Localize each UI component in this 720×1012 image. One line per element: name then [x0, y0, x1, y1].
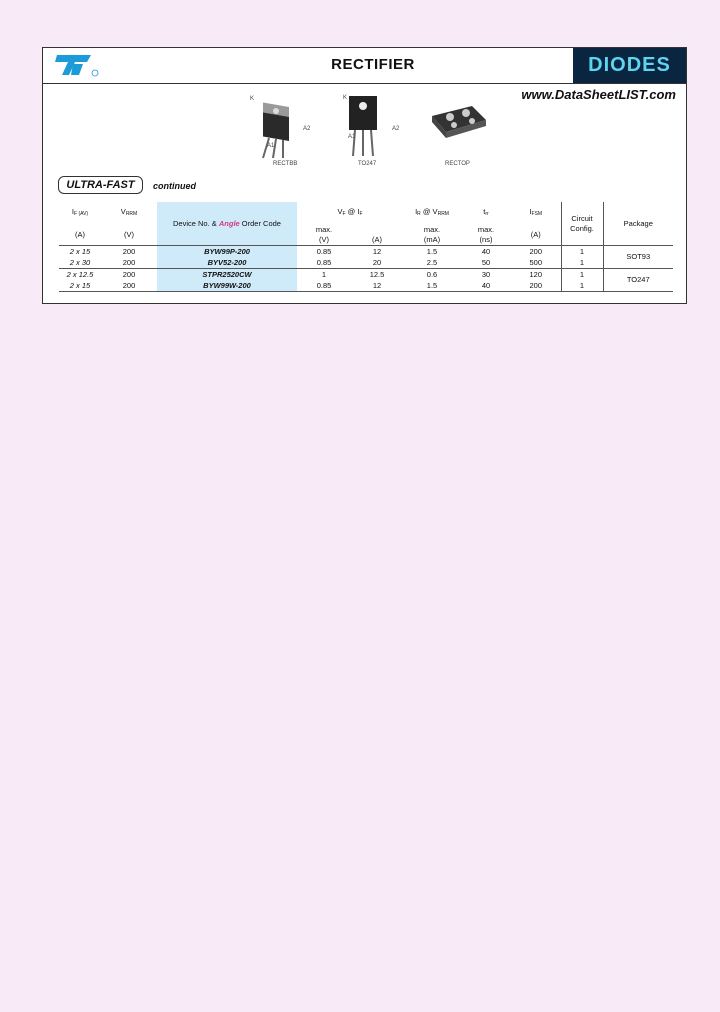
header-bar — [43, 48, 686, 84]
specs-table — [59, 202, 673, 292]
continued-note: continued — [153, 181, 196, 191]
cell-vrrm: 200 — [122, 257, 136, 267]
unit-if-test: (A) — [372, 234, 382, 244]
cell-device[interactable]: STPR2520CW — [157, 269, 297, 281]
st-logo-icon — [53, 52, 101, 78]
cell-package: TO247 — [603, 269, 673, 292]
cell-vf: 0.85 — [316, 257, 332, 267]
cell-ir: 2.5 — [426, 257, 438, 267]
header-trr: $t_{rr}$ — [483, 207, 489, 217]
source-url[interactable]: www.DataSheetLIST.com — [521, 87, 676, 102]
cell-device[interactable]: BYV52-200 — [157, 257, 297, 269]
header-vrrm: $V_{RRM}$ — [120, 207, 138, 217]
cell-trr: 40 — [481, 280, 491, 290]
cell-ir: 0.6 — [426, 269, 438, 279]
cell-vrrm: 200 — [122, 280, 136, 290]
cell-circuit: 1 — [561, 257, 603, 269]
datasheet-panel — [42, 47, 687, 304]
pin-label-a2: A2 — [392, 126, 400, 132]
pin-label-a1: A1 — [267, 143, 275, 149]
cell-ir: 1.5 — [426, 280, 438, 290]
unit-if: (A) — [75, 229, 85, 239]
header-if: $I_{F (AV)}$ — [71, 207, 89, 217]
pin-label-a2: A2 — [303, 126, 311, 132]
cell-ifsm: 200 — [529, 246, 543, 256]
cell-package: SOT93 — [603, 246, 673, 269]
category-badge: DIODES — [573, 48, 686, 83]
cell-device[interactable]: BYW99W-200 — [157, 280, 297, 292]
cell-if: 2 x 15 — [69, 246, 91, 256]
cell-device[interactable]: BYW99P-200 — [157, 246, 297, 258]
cell-if-test: 12 — [372, 280, 382, 290]
package-caption: RECTOP — [445, 161, 470, 167]
table-header-row — [59, 202, 673, 224]
cell-ifsm: 120 — [529, 269, 543, 279]
package-caption: TO247 — [358, 161, 377, 167]
header-device: Device No. & Angle Order Code — [157, 202, 297, 246]
package-caption: RECTBB — [273, 161, 298, 167]
cell-vrrm: 200 — [122, 269, 136, 279]
table-row — [59, 280, 673, 292]
cell-if-test: 20 — [372, 257, 382, 267]
cell-if-test: 12.5 — [369, 269, 385, 279]
cell-if: 2 x 15 — [69, 280, 91, 290]
cell-vrrm: 200 — [122, 246, 136, 256]
cell-trr: 50 — [481, 257, 491, 267]
header-ifsm: $I_{FSM}$ — [529, 207, 543, 217]
unit-vrrm: (V) — [124, 229, 134, 239]
cell-vf: 1 — [321, 269, 327, 279]
header-vf: $V_F$ @ $I_F$ — [337, 207, 363, 217]
header-ir: $I_R$ @ $V_{RRM}$ — [415, 207, 449, 217]
cell-if-test: 12 — [372, 246, 382, 256]
table-row — [59, 246, 673, 258]
pin-label-a1: A1 — [348, 134, 356, 140]
cell-ifsm: 500 — [529, 257, 543, 267]
cell-vf: 0.85 — [316, 280, 332, 290]
isotop-package-icon — [428, 102, 490, 142]
page-title: RECTIFIER — [331, 56, 415, 73]
unit-vf: max. (V) — [315, 224, 333, 244]
pin-label-k: K — [343, 95, 348, 101]
unit-ifsm: (A) — [530, 229, 541, 239]
header-package: Package — [603, 202, 673, 246]
cell-if: 2 x 30 — [69, 257, 91, 267]
header-circuit: Circuit Config. — [561, 202, 603, 246]
cell-circuit: 1 — [561, 246, 603, 258]
cell-circuit: 1 — [561, 280, 603, 292]
table-row — [59, 257, 673, 269]
unit-ir: max. (mA) — [423, 224, 441, 244]
cell-ir: 1.5 — [426, 246, 438, 256]
cell-trr: 30 — [481, 269, 491, 279]
cell-ifsm: 200 — [529, 280, 543, 290]
cell-if: 2 x 12.5 — [66, 269, 94, 279]
table-row — [59, 269, 673, 281]
to247-package-icon — [339, 92, 389, 160]
cell-circuit: 1 — [561, 269, 603, 281]
cell-vf: 0.85 — [316, 246, 332, 256]
family-label: ULTRA-FAST — [58, 176, 143, 194]
pin-label-k: K — [250, 96, 255, 102]
to220-package-icon — [249, 94, 304, 162]
unit-trr: max. (ns) — [477, 224, 495, 244]
cell-trr: 40 — [481, 246, 491, 256]
